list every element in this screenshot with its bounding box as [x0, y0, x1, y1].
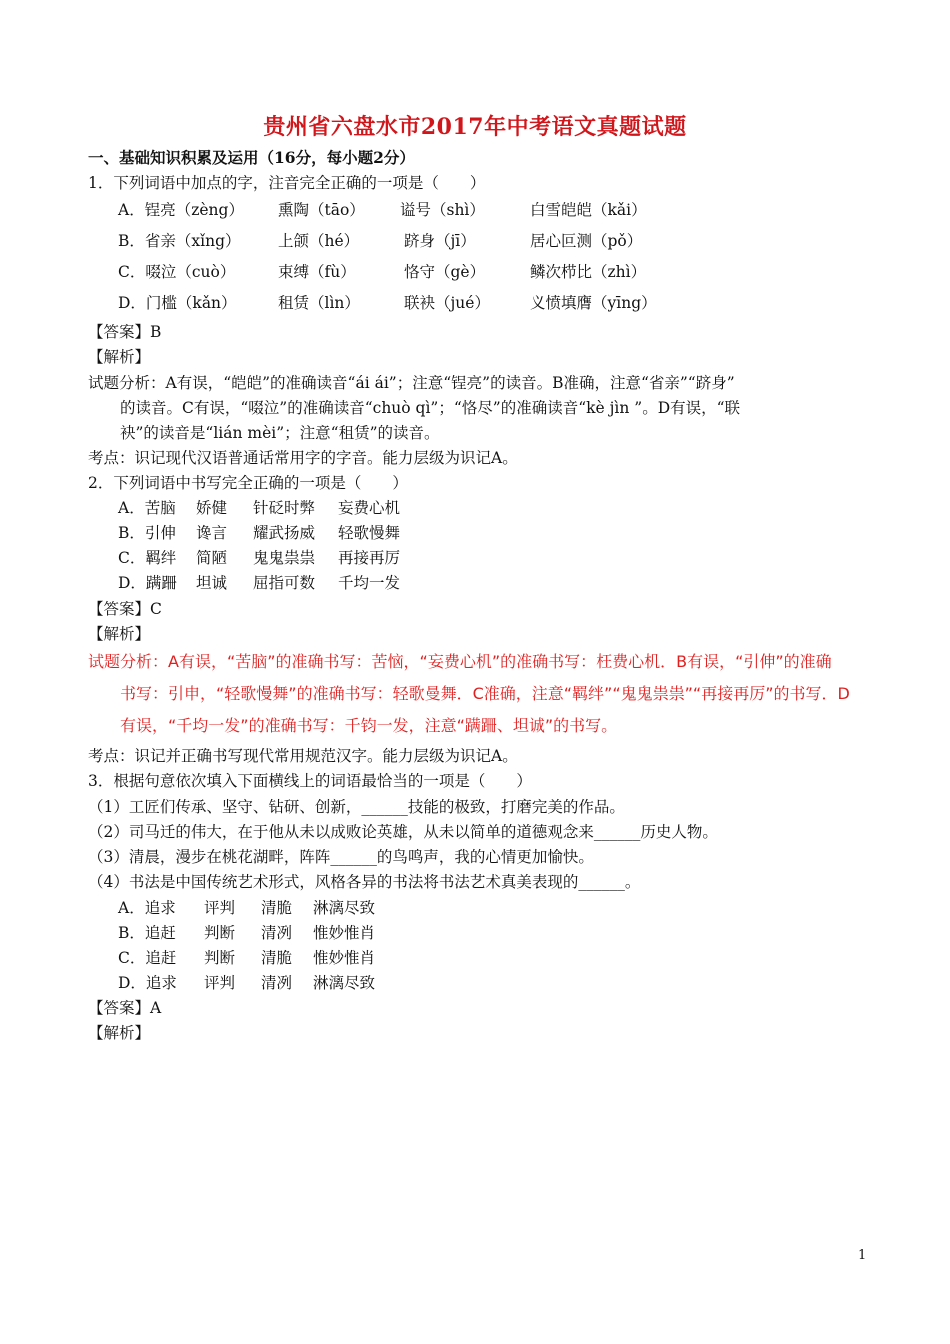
q2-option-a-1: A．苦脑	[118, 499, 176, 517]
q3-option-d-4: 淋漓尽致	[313, 974, 376, 992]
q2-option-c-3: 鬼鬼祟祟	[253, 549, 316, 567]
q3-option-d-1: D．追求	[118, 974, 177, 992]
q3-option-c-3: 清脆	[261, 949, 293, 967]
q3-option-c-2: 判断	[204, 949, 236, 967]
q2-option-d-1: D．蹒跚	[118, 574, 177, 592]
q2-option-b-2: 谗言	[196, 524, 228, 542]
document-title: 贵州省六盘水市2017年中考语文真题试题	[263, 114, 687, 140]
q1-option-a-2: 熏陶（tāo）	[278, 201, 365, 219]
q1-option-d-2: 租赁（lìn）	[278, 294, 360, 312]
q3-option-b-3: 清冽	[261, 924, 293, 942]
q3-option-c-4: 惟妙惟肖	[313, 949, 376, 967]
q3-option-d-2: 评判	[204, 974, 236, 992]
section-heading: 一、基础知识积累及运用（16分，每小题2分）	[88, 148, 415, 167]
q1-option-c-2: 束缚（fù）	[278, 263, 356, 281]
q3-option-a-1: A．追求	[118, 899, 176, 917]
q1-answer: 【答案】B	[88, 323, 162, 341]
q2-analysis-label: 【解析】	[88, 625, 151, 643]
q1-option-a-1: A．锃亮（zèng）	[118, 201, 244, 219]
q1-option-b-1: B．省亲（xǐng）	[118, 232, 241, 250]
q2-stem: 2．下列词语中书写完全正确的一项是（ ）	[88, 474, 408, 492]
q3-option-b-1: B．追赶	[118, 924, 176, 942]
q3-option-b-2: 判断	[204, 924, 236, 942]
q2-option-c-4: 再接再厉	[338, 549, 401, 567]
q1-point: 考点：识记现代汉语普通话常用字的字音。能力层级为识记A。	[88, 449, 518, 467]
q3-option-a-4: 淋漓尽致	[313, 899, 376, 917]
q3-stem: 3．根据句意依次填入下面横线上的词语最恰当的一项是（ ）	[88, 772, 532, 790]
q3-option-a-2: 评判	[204, 899, 236, 917]
q3-sentence-1: （1）工匠们传承、坚守、钻研、创新，______技能的极致，打磨完美的作品。	[88, 798, 625, 816]
q3-option-b-4: 惟妙惟肖	[313, 924, 376, 942]
q2-analysis-line-1: 试题分析：A有误，“苦脑”的准确书写：苦恼，“妄费心机”的准确书写：枉费心机．B有误，“引伸”的准确	[88, 652, 832, 671]
q2-option-d-4: 千均一发	[338, 574, 401, 592]
q2-point: 考点：识记并正确书写现代常用规范汉字。能力层级为识记A。	[88, 747, 518, 765]
q1-analysis-line-3: 袂”的读音是“lián mèi”；注意“租赁”的读音。	[120, 424, 440, 442]
q1-option-d-4: 义愤填膺（yīng）	[530, 294, 657, 312]
q2-option-c-1: C．羁绊	[118, 549, 177, 567]
q3-sentence-2: （2）司马迁的伟大，在于他从未以成败论英雄，从未以简单的道德观念来______历史人物。	[88, 823, 718, 841]
q3-analysis-label: 【解析】	[88, 1024, 151, 1042]
q2-option-b-4: 轻歌慢舞	[338, 524, 401, 542]
q1-option-b-2: 上颌（hé）	[278, 232, 360, 250]
q3-option-a-3: 清脆	[261, 899, 293, 917]
q1-analysis-label: 【解析】	[88, 348, 151, 366]
q2-analysis-line-3: 有误，“千均一发”的准确书写：千钧一发，注意“蹒跚、坦诚”的书写。	[120, 716, 618, 735]
q1-stem: 1．下列词语中加点的字，注音完全正确的一项是（ ）	[88, 174, 486, 192]
q2-answer: 【答案】C	[88, 600, 162, 618]
q3-sentence-4: （4）书法是中国传统艺术形式，风格各异的书法将书法艺术真美表现的______。	[88, 873, 641, 891]
q3-answer: 【答案】A	[88, 999, 162, 1017]
q1-option-b-4: 居心叵测（pǒ）	[530, 232, 643, 250]
q3-option-c-1: C．追赶	[118, 949, 177, 967]
q3-sentence-3: （3）清晨，漫步在桃花湖畔，阵阵______的鸟鸣声，我的心情更加愉快。	[88, 848, 594, 866]
q1-option-a-3: 谥号（shì）	[400, 201, 485, 219]
q3-option-d-3: 清冽	[261, 974, 293, 992]
q1-option-a-4: 白雪皑皑（kǎi）	[530, 201, 647, 219]
q2-option-d-2: 坦诚	[196, 574, 228, 592]
q1-analysis-line-2: 的读音。C有误，“啜泣”的准确读音“chuò qì”；“恪尽”的准确读音“kè jìn ”。D有误，“联	[120, 399, 741, 417]
q1-option-c-1: C．啜泣（cuò）	[118, 263, 236, 281]
q1-option-c-3: 恪守（gè）	[404, 263, 486, 281]
q1-option-d-3: 联袂（jué）	[404, 294, 490, 312]
q1-option-b-3: 跻身（jī）	[404, 232, 476, 250]
q1-option-d-1: D．门槛（kǎn）	[118, 294, 237, 312]
q2-option-b-3: 耀武扬威	[253, 524, 316, 542]
q1-option-c-4: 鳞次栉比（zhì）	[530, 263, 647, 281]
q1-analysis-line-1: 试题分析：A有误，“皑皑”的准确读音“ái ái”；注意“锃亮”的读音。B准确，注意“省亲”“跻身”	[88, 374, 735, 392]
q2-analysis-line-2: 书写：引申，“轻歌慢舞”的准确书写：轻歌曼舞．C准确，注意“羁绊”“鬼鬼祟祟”“再接再厉”的书写．D	[120, 684, 850, 703]
q2-option-a-2: 娇健	[196, 499, 228, 517]
q2-option-d-3: 屈指可数	[253, 574, 316, 592]
q2-option-a-4: 妄费心机	[338, 499, 401, 517]
page-number: 1	[858, 1248, 867, 1263]
q2-option-a-3: 针砭时弊	[253, 499, 316, 517]
q2-option-c-2: 简陋	[196, 549, 228, 567]
q2-option-b-1: B．引伸	[118, 524, 176, 542]
